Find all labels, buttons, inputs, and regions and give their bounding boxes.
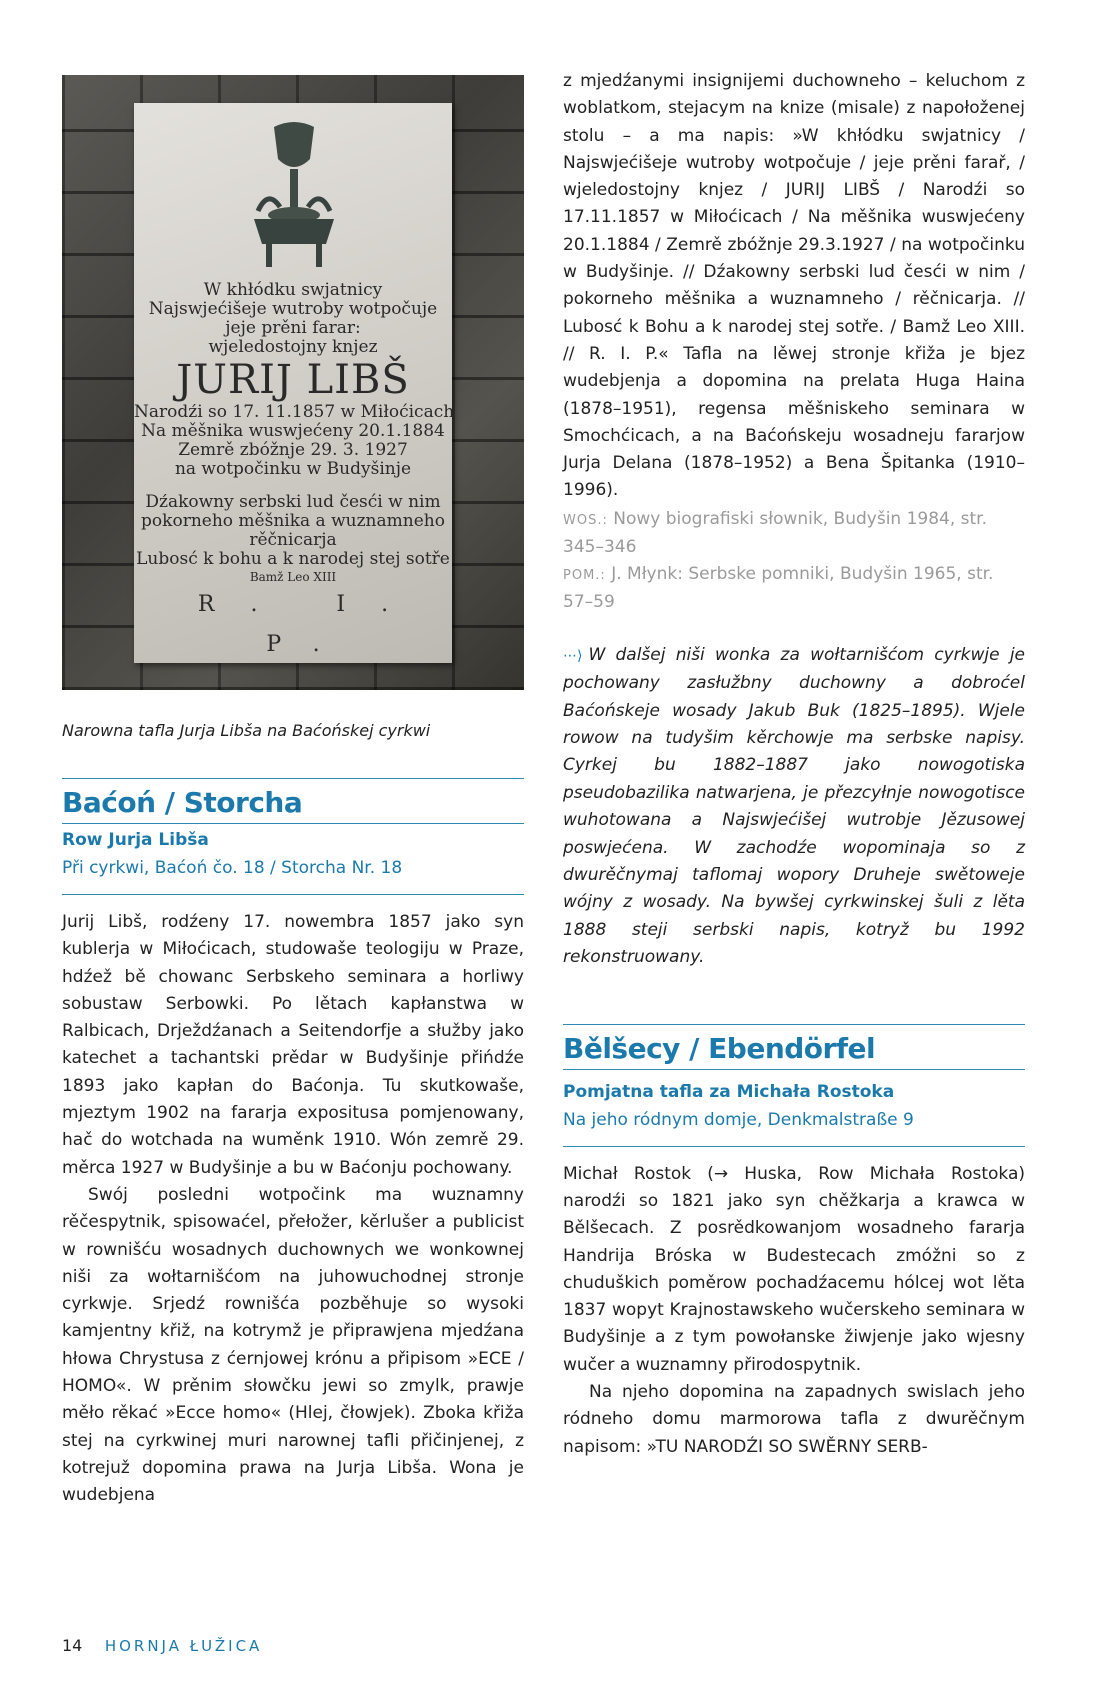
- reference-text: J. Młynk: Serbske pomniki, Budyšin 1965, str. 57–59: [563, 563, 994, 612]
- plaque-line: wjeledostojny knjez: [208, 337, 378, 357]
- right-column: [563, 68, 1025, 1461]
- plaque-signature: Bamž Leo XIII: [249, 570, 337, 584]
- article-body: [563, 1161, 1025, 1461]
- arrow-right-icon: ⋯⟩: [563, 647, 583, 664]
- plaque-photo: [62, 75, 524, 690]
- plaque-line: pokorneho měšnika a wuznamneho: [141, 511, 445, 531]
- section-subhead: Pomjatna tafla za Michała Rostoka: [563, 1081, 895, 1102]
- left-column: [62, 75, 524, 1510]
- plaque-line: Zemrě zbóžnje 29. 3. 1927: [178, 440, 408, 460]
- plaque-line: Lubosć k bohu a k narodej stej sotře: [136, 549, 450, 569]
- section-divider: [563, 1146, 1025, 1147]
- plaque-line: Dźakowny serbski lud česći w nim: [145, 492, 441, 512]
- page-number: 14: [62, 1636, 83, 1655]
- memorial-plaque: [134, 103, 455, 663]
- reference-tag: POM.:: [563, 567, 606, 583]
- section-address: Při cyrkwi, Baćoń čo. 18 / Storcha Nr. 18: [62, 858, 403, 878]
- paragraph: Na njeho dopomina na zapadnych swislach jeho ródneho domu marmorowa tafla z dwurěčnym napisom: »TU NARODŹI SO SWĚRNY SERB-: [563, 1382, 1025, 1457]
- plaque-line: Najswjećišeje wutroby wotpočuje: [148, 299, 438, 319]
- references: [563, 506, 1025, 616]
- section-heading: Baćoń / Storcha: [62, 786, 303, 819]
- paragraph: Jurij Libš, rodźeny 17. nowembra 1857 jako syn kublerja w Miłoćicach, studowaše teologiju w Praze, hdźež bě chowanc Serbskeho seminara a horliwy sobustaw Serbowki. Po lětach kapłanstwa w Ralbicach, Drježdźanach a Seitendorfje a słužby jako katechet a tachantski prědar w Budyšinje přińdźe 1893 jako kapłan do Baćonja. Tu skutkowaše, mjeztym 1902 na fararja expositusa pomjenowany, hač do wotchada na wuměnk 1910. Wón zemrě 29. měrca 1927 w Budyšinje a bu w Baćonju pochowany.: [62, 912, 524, 1178]
- plaque-line: Narodźi so 17. 11.1857 w Miłoćicach: [134, 402, 455, 422]
- side-note-text: W dalšej niši wonka za wołtarnišćom cyrkwje je pochowany zasłužbny duchowny a dobroćel Baćońskeje wosady Jakub Buk (1825–1895). Wjele rowow na tudyšim kěrchowje ma serbske napisy. Cyrkej bu 1882–1887 jako nowogotiska pseudobazilika natwarjena, je přezcyłnje nowogotisce wuhotowana a Najswjećišej wutrobje Jězusowej poswjećena. W zachodźe wopominaja so z dwurěčnymaj taflomaj wopory Druheje swětoweje wójny z wosady. Na bywšej cyrkwinskej šuli z lěta 1888 steji serbski napis, kotryž bu 1992 rekonstruowany.: [563, 644, 1025, 968]
- chalice-relief-icon: [244, 119, 344, 269]
- plaque-line: jeje prěni farar:: [225, 318, 361, 338]
- reference-item: [563, 561, 1025, 616]
- side-note: [563, 642, 1025, 972]
- paragraph: Swój posledni wotpočink ma wuznamny rěčespytnik, spisowaćel, přełožer, kěrlušer a publicist w rownišću wosadnych duchownych we wonkownej niši za wołtarnišćom na juhowuchodnej stronje cyrkwje. Srjedź rownišća pozběhuje so wysoki kamjentny křiž, na kotrymž je připrawjena mjedźana hłowa Chrystusa z ćernjowej krónu a připisom »ECE / HOMO«. W prěnim słowčku jewi so zmylk, prawje měło rěkać »Ecce homo« (Hlej, čłowjek). Zboka křiža stej na cyrkwinej muri narownej tafli přičinjenej, z kotrejuž dopomina prawa na Jurja Libša. Wona je wudebjena: [62, 1184, 524, 1506]
- section-divider: [62, 823, 524, 824]
- section-divider: [62, 894, 524, 895]
- plaque-line: Na měšnika wuswjećeny 20.1.1884: [141, 421, 445, 441]
- section-subhead: Row Jurja Libša: [62, 830, 209, 850]
- section-divider: [563, 1069, 1025, 1070]
- plaque-line: na wotpočinku w Budyšinje: [174, 459, 412, 479]
- section-divider: [62, 778, 524, 779]
- reference-item: [563, 506, 1025, 561]
- page-footer: [62, 1636, 262, 1655]
- section-divider: [563, 1024, 1025, 1025]
- photo-caption: Narowna tafla Jurja Libša na Baćońskej cyrkwi: [62, 721, 431, 740]
- plaque-name: JURIJ LIBŠ: [176, 357, 410, 403]
- plaque-rip: R. I. P.: [197, 592, 425, 657]
- section-heading: Bělšecy / Ebendörfel: [563, 1031, 876, 1065]
- paragraph: z mjedźanymi insignijemi duchowneho – keluchom z woblatkom, stejacym na knize (misale) z napołoženej stolu – a ma napis: »W khłódku swjatnicy / Najswjećišeje wutroby wotpočuje / jeje prěni farař, / wjeledostojny knjez / JURIJ LIBŠ / Narodźi so 17.11.1857 w Miłoćicach / Na měšnika wuswjećeny 20.1.1884 / Zemrě zbóžnje 29.3.1927 / na wotpočinku w Budyšinje. // Dźakowny serbski lud česći w nim / pokorneho měšnika a wuznamneho / rěčnicarja. // Lubosć k Bohu a k narodej stej sotře. / Bamž Leo XIII. // R. I. P.« Tafla na lěwej stronje křiža je bjez wudebjenja a dopomina na prelata Huga Haina (1878–1951), regensa měšniskeho seminara w Smochćicach, a na Baćońskeju wosadneju fararjow Jurja Delana (1878–1952) a Bena Špitanka (1910–1996).: [563, 71, 1025, 501]
- reference-text: Nowy biografiski słownik, Budyšin 1984, str. 345–346: [563, 508, 988, 557]
- reference-tag: WOS.:: [563, 512, 608, 528]
- plaque-line: rěčnicarja: [249, 530, 337, 550]
- magazine-title: HORNJA ŁUŽICA: [104, 1637, 263, 1655]
- article-body: [563, 68, 1025, 505]
- article-body: [62, 909, 524, 1510]
- section-address: Na jeho ródnym domje, Denkmalstraße 9: [563, 1109, 914, 1130]
- paragraph: Michał Rostok (→ Huska, Row Michała Rostoka) narodźi so 1821 jako syn chěžkarja a krawca w Bělšecach. Z posrědkowanjom wosadneho fararja Handrija Bróska w Budestecach zmóžni so z chuduškich poměrow pochadźacemu hólcej wot lěta 1837 wopyt Krajnostawskeho wučerskeho seminara w Budyšinje a z tym powołanske žiwjenje jako wjesny wučer a wuznamny přirodospytnik.: [563, 1163, 1025, 1375]
- plaque-line: W khłódku swjatnicy: [203, 280, 383, 300]
